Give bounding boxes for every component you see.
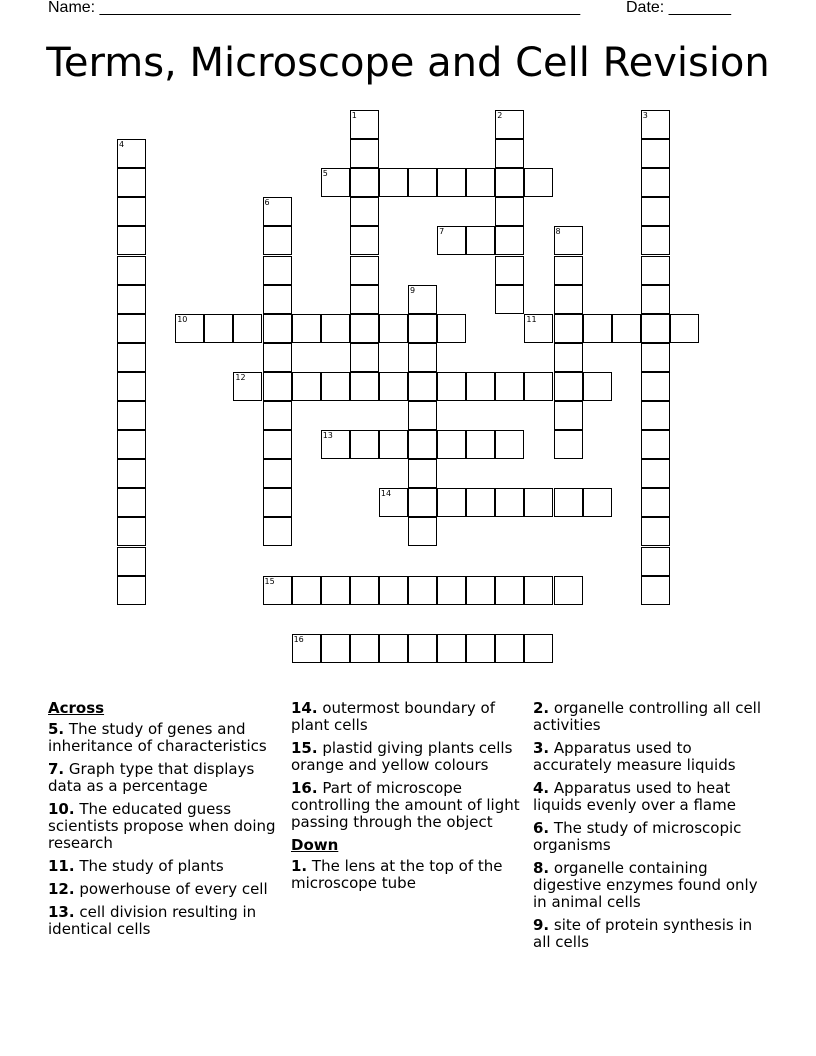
clue-text: organelle controlling all cell activities: [533, 699, 762, 734]
clue-number: 6.: [533, 819, 550, 837]
clue-number-label: 9: [410, 285, 416, 295]
grid-cell[interactable]: [495, 197, 524, 226]
clue-number-label: 14: [380, 489, 392, 499]
grid-cell[interactable]: [641, 547, 670, 576]
clue-text: outermost boundary of plant cells: [291, 699, 496, 734]
clue-text: The study of plants: [79, 857, 224, 875]
grid-cell[interactable]: [408, 314, 437, 343]
clue-number: 9.: [533, 916, 550, 934]
grid-cell[interactable]: [466, 372, 495, 401]
grid-cell[interactable]: [670, 314, 699, 343]
clue-number-label: 5: [322, 169, 328, 179]
grid-cell[interactable]: [495, 430, 524, 459]
grid-cell[interactable]: [117, 430, 146, 459]
clue-number: 10.: [48, 800, 75, 818]
grid-cell[interactable]: [408, 430, 437, 459]
grid-cell[interactable]: [437, 488, 466, 517]
grid-cell[interactable]: [437, 430, 466, 459]
grid-cell[interactable]: [350, 430, 379, 459]
clue-number-label: 1: [351, 111, 357, 120]
page-title: Terms, Microscope and Cell Revision: [46, 40, 770, 86]
grid-cell[interactable]: [495, 285, 524, 314]
grid-cell[interactable]: [641, 576, 670, 605]
clue-text: The study of genes and inheritance of characteristics: [48, 720, 267, 755]
clue-across-11: [48, 858, 284, 875]
grid-cell[interactable]: [350, 285, 379, 314]
grid-cell[interactable]: [117, 576, 146, 605]
grid-cell[interactable]: [408, 488, 437, 517]
grid-cell[interactable]: [263, 576, 292, 605]
grid-cell[interactable]: [524, 314, 553, 343]
clue-text: Apparatus used to accurately measure liquids: [533, 739, 736, 774]
grid-cell[interactable]: [612, 314, 641, 343]
across-heading: Across: [48, 699, 105, 717]
grid-cell[interactable]: [641, 139, 670, 168]
grid-cell[interactable]: [350, 256, 379, 285]
grid-cell[interactable]: [554, 576, 583, 605]
grid-cell[interactable]: [117, 139, 146, 168]
clue-number: 11.: [48, 857, 75, 875]
grid-cell[interactable]: [263, 226, 292, 255]
grid-cell[interactable]: [292, 576, 321, 605]
clue-across-16: [291, 780, 527, 831]
grid-cell[interactable]: [554, 314, 583, 343]
date-field[interactable]: Date: _______: [626, 0, 731, 16]
grid-cell[interactable]: [437, 168, 466, 197]
grid-cell[interactable]: [554, 256, 583, 285]
grid-cell[interactable]: [117, 256, 146, 285]
grid-cell[interactable]: [379, 430, 408, 459]
grid-cell[interactable]: [117, 343, 146, 372]
grid-cell[interactable]: [379, 168, 408, 197]
grid-cell[interactable]: [117, 226, 146, 255]
clue-number: 5.: [48, 720, 65, 738]
clue-across-10: [48, 801, 284, 852]
grid-cell[interactable]: [321, 372, 350, 401]
grid-cell[interactable]: [408, 343, 437, 372]
grid-cell[interactable]: [379, 576, 408, 605]
grid-cell[interactable]: [263, 256, 292, 285]
clue-down-6: [533, 820, 769, 854]
clue-across-12: [48, 881, 284, 898]
clue-text: Apparatus used to heat liquids evenly over a flame: [533, 779, 736, 814]
grid-cell[interactable]: [641, 517, 670, 546]
grid-cell[interactable]: [466, 634, 495, 663]
grid-cell[interactable]: [321, 168, 350, 197]
grid-cell[interactable]: [321, 430, 350, 459]
clue-number-label: 6: [264, 198, 270, 208]
grid-cell[interactable]: [641, 314, 670, 343]
name-field[interactable]: Name: ______________________________________________________: [48, 0, 581, 16]
grid-cell[interactable]: [292, 314, 321, 343]
grid-cell[interactable]: [204, 314, 233, 343]
grid-cell[interactable]: [350, 314, 379, 343]
grid-cell[interactable]: [641, 256, 670, 285]
clue-number: 2.: [533, 699, 550, 717]
clue-down-8: [533, 860, 769, 911]
grid-cell[interactable]: [350, 634, 379, 663]
grid-cell[interactable]: [466, 226, 495, 255]
grid-cell[interactable]: [495, 372, 524, 401]
clue-number-label: 3: [642, 111, 648, 120]
grid-cell[interactable]: [495, 576, 524, 605]
grid-cell[interactable]: [408, 576, 437, 605]
clue-down-3: [533, 740, 769, 774]
grid-cell[interactable]: [263, 459, 292, 488]
grid-cell[interactable]: [408, 168, 437, 197]
grid-cell[interactable]: [350, 576, 379, 605]
grid-cell[interactable]: [379, 634, 408, 663]
grid-cell[interactable]: [233, 314, 262, 343]
grid-cell[interactable]: [117, 197, 146, 226]
grid-cell[interactable]: [321, 576, 350, 605]
grid-cell[interactable]: [408, 285, 437, 314]
grid-cell[interactable]: [641, 401, 670, 430]
clue-number-label: 4: [119, 140, 125, 150]
grid-cell[interactable]: [263, 343, 292, 372]
grid-cell[interactable]: [466, 576, 495, 605]
grid-cell[interactable]: [379, 372, 408, 401]
grid-cell[interactable]: [524, 168, 553, 197]
grid-cell[interactable]: [524, 634, 553, 663]
grid-cell[interactable]: [466, 488, 495, 517]
grid-cell[interactable]: [641, 226, 670, 255]
clue-text: powerhouse of every cell: [79, 880, 268, 898]
grid-cell[interactable]: [495, 139, 524, 168]
grid-cell[interactable]: [263, 197, 292, 226]
clue-text: Graph type that displays data as a percentage: [48, 760, 255, 795]
clue-text: The educated guess scientists propose when doing research: [48, 800, 276, 852]
grid-cell[interactable]: [263, 488, 292, 517]
clue-number-label: 2: [497, 111, 503, 120]
grid-cell[interactable]: [641, 197, 670, 226]
clue-number: 7.: [48, 760, 65, 778]
grid-cell[interactable]: [408, 401, 437, 430]
grid-cell[interactable]: [117, 401, 146, 430]
grid-cell[interactable]: [350, 139, 379, 168]
grid-cell[interactable]: [437, 576, 466, 605]
grid-cell[interactable]: [641, 459, 670, 488]
clue-number: 16.: [291, 779, 318, 797]
grid-cell[interactable]: [263, 401, 292, 430]
grid-cell[interactable]: [437, 634, 466, 663]
grid-cell[interactable]: [495, 110, 524, 139]
grid-cell[interactable]: [641, 372, 670, 401]
grid-cell[interactable]: [583, 372, 612, 401]
grid-cell[interactable]: [263, 517, 292, 546]
grid-cell[interactable]: [408, 517, 437, 546]
clue-number: 12.: [48, 880, 75, 898]
grid-cell[interactable]: [117, 372, 146, 401]
grid-cell[interactable]: [524, 488, 553, 517]
clue-number-label: 13: [322, 431, 333, 441]
grid-cell[interactable]: [466, 168, 495, 197]
grid-cell[interactable]: [554, 343, 583, 372]
grid-cell[interactable]: [350, 343, 379, 372]
clue-text: Part of microscope controlling the amount of light passing through the object: [291, 779, 520, 831]
clue-number: 15.: [291, 739, 318, 757]
clue-number-label: 16: [293, 634, 304, 644]
clue-across-7: [48, 761, 284, 795]
grid-cell[interactable]: [408, 634, 437, 663]
grid-cell[interactable]: [292, 634, 321, 663]
clue-number-label: 7: [439, 227, 445, 237]
clue-number: 3.: [533, 739, 550, 757]
grid-cell[interactable]: [641, 488, 670, 517]
grid-cell[interactable]: [117, 488, 146, 517]
grid-cell[interactable]: [117, 459, 146, 488]
grid-cell[interactable]: [495, 488, 524, 517]
grid-cell[interactable]: [263, 372, 292, 401]
clue-column-2: [291, 700, 527, 898]
clue-down-1: [291, 858, 527, 892]
grid-cell[interactable]: [117, 314, 146, 343]
grid-cell[interactable]: [583, 488, 612, 517]
grid-cell[interactable]: [554, 401, 583, 430]
grid-cell[interactable]: [583, 314, 612, 343]
clue-text: cell division resulting in identical cells: [48, 903, 257, 938]
clue-number: 14.: [291, 699, 318, 717]
grid-cell[interactable]: [175, 314, 204, 343]
clue-down-2: [533, 700, 769, 734]
grid-cell[interactable]: [524, 372, 553, 401]
grid-cell[interactable]: [117, 547, 146, 576]
clue-text: organelle containing digestive enzymes found only in animal cells: [533, 859, 758, 911]
clue-column-3: [533, 700, 769, 957]
grid-cell[interactable]: [263, 285, 292, 314]
grid-cell[interactable]: [263, 430, 292, 459]
grid-cell[interactable]: [524, 576, 553, 605]
grid-cell[interactable]: [466, 430, 495, 459]
grid-cell[interactable]: [292, 372, 321, 401]
grid-cell[interactable]: [437, 372, 466, 401]
grid-cell[interactable]: [495, 634, 524, 663]
grid-cell[interactable]: [408, 459, 437, 488]
grid-cell[interactable]: [641, 168, 670, 197]
grid-cell[interactable]: [554, 372, 583, 401]
clue-number-label: 15: [264, 576, 275, 586]
grid-cell[interactable]: [554, 488, 583, 517]
grid-cell[interactable]: [350, 372, 379, 401]
clue-number-label: 12: [235, 372, 246, 382]
grid-cell[interactable]: [350, 168, 379, 197]
clue-across-14: [291, 700, 527, 734]
clue-number-label: 8: [555, 227, 561, 237]
clue-text: plastid giving plants cells orange and yellow colours: [291, 739, 513, 774]
grid-cell[interactable]: [641, 343, 670, 372]
grid-cell[interactable]: [495, 256, 524, 285]
grid-cell[interactable]: [350, 110, 379, 139]
grid-cell[interactable]: [408, 372, 437, 401]
clue-number: 1.: [291, 857, 308, 875]
grid-cell[interactable]: [321, 314, 350, 343]
clue-text: site of protein synthesis in all cells: [533, 916, 753, 951]
grid-cell[interactable]: [554, 430, 583, 459]
grid-cell[interactable]: [495, 226, 524, 255]
grid-cell[interactable]: [233, 372, 262, 401]
grid-cell[interactable]: [117, 285, 146, 314]
grid-cell[interactable]: [321, 634, 350, 663]
grid-cell[interactable]: [437, 226, 466, 255]
clue-down-4: [533, 780, 769, 814]
grid-cell[interactable]: [437, 314, 466, 343]
clue-number: 4.: [533, 779, 550, 797]
clue-number: 13.: [48, 903, 75, 921]
grid-cell[interactable]: [117, 168, 146, 197]
grid-cell[interactable]: [641, 430, 670, 459]
clue-across-5: [48, 721, 284, 755]
clue-number-label: 10: [177, 314, 188, 324]
grid-cell[interactable]: [263, 314, 292, 343]
grid-cell[interactable]: [379, 314, 408, 343]
grid-cell[interactable]: [350, 197, 379, 226]
clue-text: The lens at the top of the microscope tube: [291, 857, 503, 892]
grid-cell[interactable]: [350, 226, 379, 255]
grid-cell[interactable]: [554, 285, 583, 314]
grid-cell[interactable]: [117, 517, 146, 546]
grid-cell[interactable]: [379, 488, 408, 517]
clue-across-13: [48, 904, 284, 938]
grid-cell[interactable]: [495, 168, 524, 197]
clue-text: The study of microscopic organisms: [533, 819, 742, 854]
clue-number-label: 11: [526, 314, 537, 324]
grid-cell[interactable]: [641, 285, 670, 314]
clue-number: 8.: [533, 859, 550, 877]
clue-column-1: [48, 700, 284, 944]
grid-cell[interactable]: [554, 226, 583, 255]
down-heading: Down: [291, 836, 339, 854]
clue-down-9: [533, 917, 769, 951]
grid-cell[interactable]: [641, 110, 670, 139]
clue-across-15: [291, 740, 527, 774]
